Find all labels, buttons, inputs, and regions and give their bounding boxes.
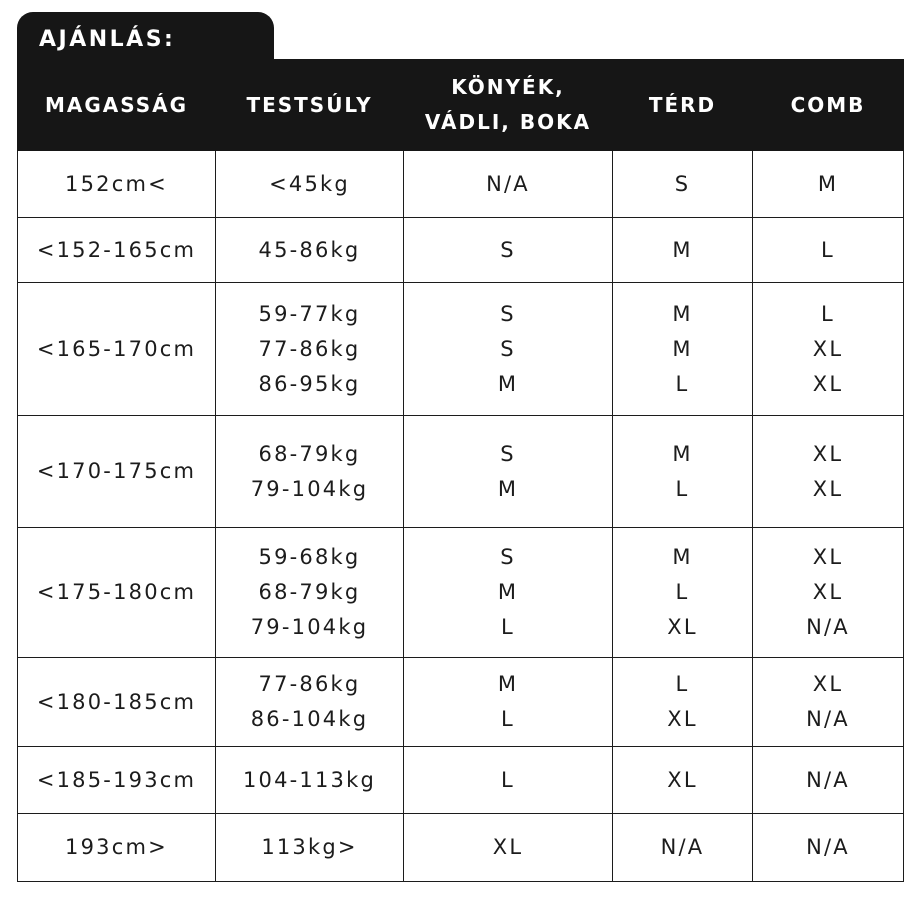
weight-cell <box>216 218 404 283</box>
thigh-cell <box>753 416 904 528</box>
elbow-calf-ankle-cell <box>404 218 613 283</box>
knee-cell-value: M <box>672 301 693 326</box>
thigh-cell <box>753 658 904 747</box>
size-chart-table <box>17 59 904 882</box>
weight-cell <box>216 283 404 416</box>
knee-cell <box>613 151 753 218</box>
knee-cell <box>613 416 753 528</box>
thigh-cell <box>753 151 904 218</box>
table-row <box>18 218 904 283</box>
knee-cell-value: XL <box>667 707 698 731</box>
table-row <box>18 283 904 416</box>
thigh-cell-value: XL <box>812 336 844 361</box>
weight-cell-value: 77-86kg <box>258 336 361 361</box>
thigh-cell-value: XL <box>812 672 844 696</box>
elbow-calf-ankle-cell-value: M <box>497 476 519 501</box>
header-elbow-line: KÖNYÉK, <box>451 75 565 99</box>
elbow-calf-ankle-cell-value: L <box>501 707 515 731</box>
elbow-calf-ankle-cell-value: S <box>500 441 516 466</box>
weight-cell-value: 113kg> <box>261 835 358 859</box>
elbow-calf-ankle-cell <box>404 528 613 658</box>
knee-cell-value: XL <box>667 615 698 639</box>
elbow-calf-ankle-cell <box>404 416 613 528</box>
elbow-calf-ankle-cell <box>404 283 613 416</box>
height-cell-value: <175-180cm <box>36 580 197 604</box>
thigh-cell <box>753 283 904 416</box>
thigh-cell-value: N/A <box>806 707 850 731</box>
elbow-calf-ankle-cell-value: S <box>500 301 516 326</box>
thigh-cell-value: XL <box>812 371 844 396</box>
knee-cell <box>613 814 753 882</box>
height-cell-value: 152cm< <box>65 171 168 196</box>
weight-cell-value: 86-95kg <box>258 371 361 396</box>
thigh-cell-value: N/A <box>806 835 850 859</box>
thigh-cell-value: L <box>821 237 835 262</box>
weight-cell-value: 79-104kg <box>250 615 369 639</box>
height-cell-value: <170-175cm <box>36 459 197 483</box>
height-cell-value: <185-193cm <box>36 767 197 792</box>
header-weight: TESTSÚLY <box>216 60 404 151</box>
weight-cell <box>216 151 404 218</box>
thigh-cell <box>753 528 904 658</box>
height-cell-value: 193cm> <box>65 835 168 859</box>
header-elbow-calf-ankle <box>404 60 613 151</box>
weight-cell-value: 59-68kg <box>258 545 361 569</box>
elbow-calf-ankle-cell-value: M <box>497 371 519 396</box>
weight-cell <box>216 416 404 528</box>
thigh-cell-value: M <box>817 171 839 196</box>
weight-cell <box>216 814 404 882</box>
thigh-cell <box>753 747 904 814</box>
height-cell-value: <152-165cm <box>36 237 197 262</box>
height-cell <box>18 658 216 747</box>
weight-cell <box>216 747 404 814</box>
weight-cell-value: 77-86kg <box>258 672 361 696</box>
elbow-calf-ankle-cell <box>404 658 613 747</box>
height-cell <box>18 528 216 658</box>
thigh-cell-value: XL <box>812 545 844 569</box>
knee-cell-value: L <box>675 476 690 501</box>
table-row <box>18 658 904 747</box>
elbow-calf-ankle-cell-value: S <box>500 336 516 361</box>
knee-cell-value: L <box>675 672 690 696</box>
table-row <box>18 151 904 218</box>
elbow-calf-ankle-cell-value: XL <box>492 835 524 859</box>
weight-cell-value: 86-104kg <box>250 707 369 731</box>
knee-cell <box>613 283 753 416</box>
weight-cell-value: 79-104kg <box>250 476 369 501</box>
thigh-cell-value: N/A <box>806 615 850 639</box>
elbow-calf-ankle-cell-value: S <box>500 545 516 569</box>
height-cell-value: <180-185cm <box>36 689 197 714</box>
knee-cell <box>613 528 753 658</box>
thigh-cell-value: N/A <box>806 767 850 792</box>
knee-cell-value: N/A <box>660 835 705 859</box>
thigh-cell-value: XL <box>812 580 844 604</box>
weight-cell-value: 68-79kg <box>258 580 361 604</box>
elbow-calf-ankle-cell-value: L <box>501 767 515 792</box>
thigh-cell <box>753 814 904 882</box>
elbow-calf-ankle-cell-value: L <box>501 615 515 639</box>
thigh-cell-value: XL <box>812 441 844 466</box>
weight-cell-value: 45-86kg <box>258 237 361 262</box>
knee-cell-value: S <box>674 171 691 196</box>
table-row <box>18 528 904 658</box>
thigh-cell-value: L <box>821 301 835 326</box>
table-row <box>18 416 904 528</box>
header-knee: TÉRD <box>613 60 753 151</box>
elbow-calf-ankle-cell <box>404 814 613 882</box>
height-cell <box>18 747 216 814</box>
header-thigh: COMB <box>753 60 904 151</box>
weight-cell-value: <45kg <box>269 171 350 196</box>
weight-cell <box>216 658 404 747</box>
height-cell <box>18 218 216 283</box>
knee-cell-value: L <box>675 580 690 604</box>
weight-cell <box>216 528 404 658</box>
table-row <box>18 814 904 882</box>
knee-cell-value: M <box>672 237 693 262</box>
header-row <box>18 60 904 151</box>
knee-cell-value: M <box>672 545 693 569</box>
knee-cell-value: L <box>675 371 690 396</box>
elbow-calf-ankle-cell-value: M <box>497 672 519 696</box>
weight-cell-value: 59-77kg <box>258 301 361 326</box>
height-cell <box>18 283 216 416</box>
thigh-cell-value: XL <box>812 476 844 501</box>
knee-cell <box>613 747 753 814</box>
elbow-calf-ankle-cell-value: S <box>500 237 516 262</box>
header-height: MAGASSÁG <box>18 60 216 151</box>
knee-cell <box>613 658 753 747</box>
recommendation-tab-label: AJÁNLÁS: <box>17 12 274 59</box>
knee-cell <box>613 218 753 283</box>
height-cell <box>18 151 216 218</box>
table-row <box>18 747 904 814</box>
elbow-calf-ankle-cell <box>404 151 613 218</box>
header-elbow-line: VÁDLI, BOKA <box>424 110 592 134</box>
elbow-calf-ankle-cell-value: M <box>497 580 519 604</box>
knee-cell-value: M <box>672 441 693 466</box>
knee-cell-value: M <box>672 336 693 361</box>
height-cell <box>18 416 216 528</box>
weight-cell-value: 104-113kg <box>242 767 377 792</box>
elbow-calf-ankle-cell-value: N/A <box>486 171 530 196</box>
height-cell-value: <165-170cm <box>36 336 197 361</box>
elbow-calf-ankle-cell <box>404 747 613 814</box>
height-cell <box>18 814 216 882</box>
knee-cell-value: XL <box>667 767 698 792</box>
weight-cell-value: 68-79kg <box>258 441 361 466</box>
thigh-cell <box>753 218 904 283</box>
